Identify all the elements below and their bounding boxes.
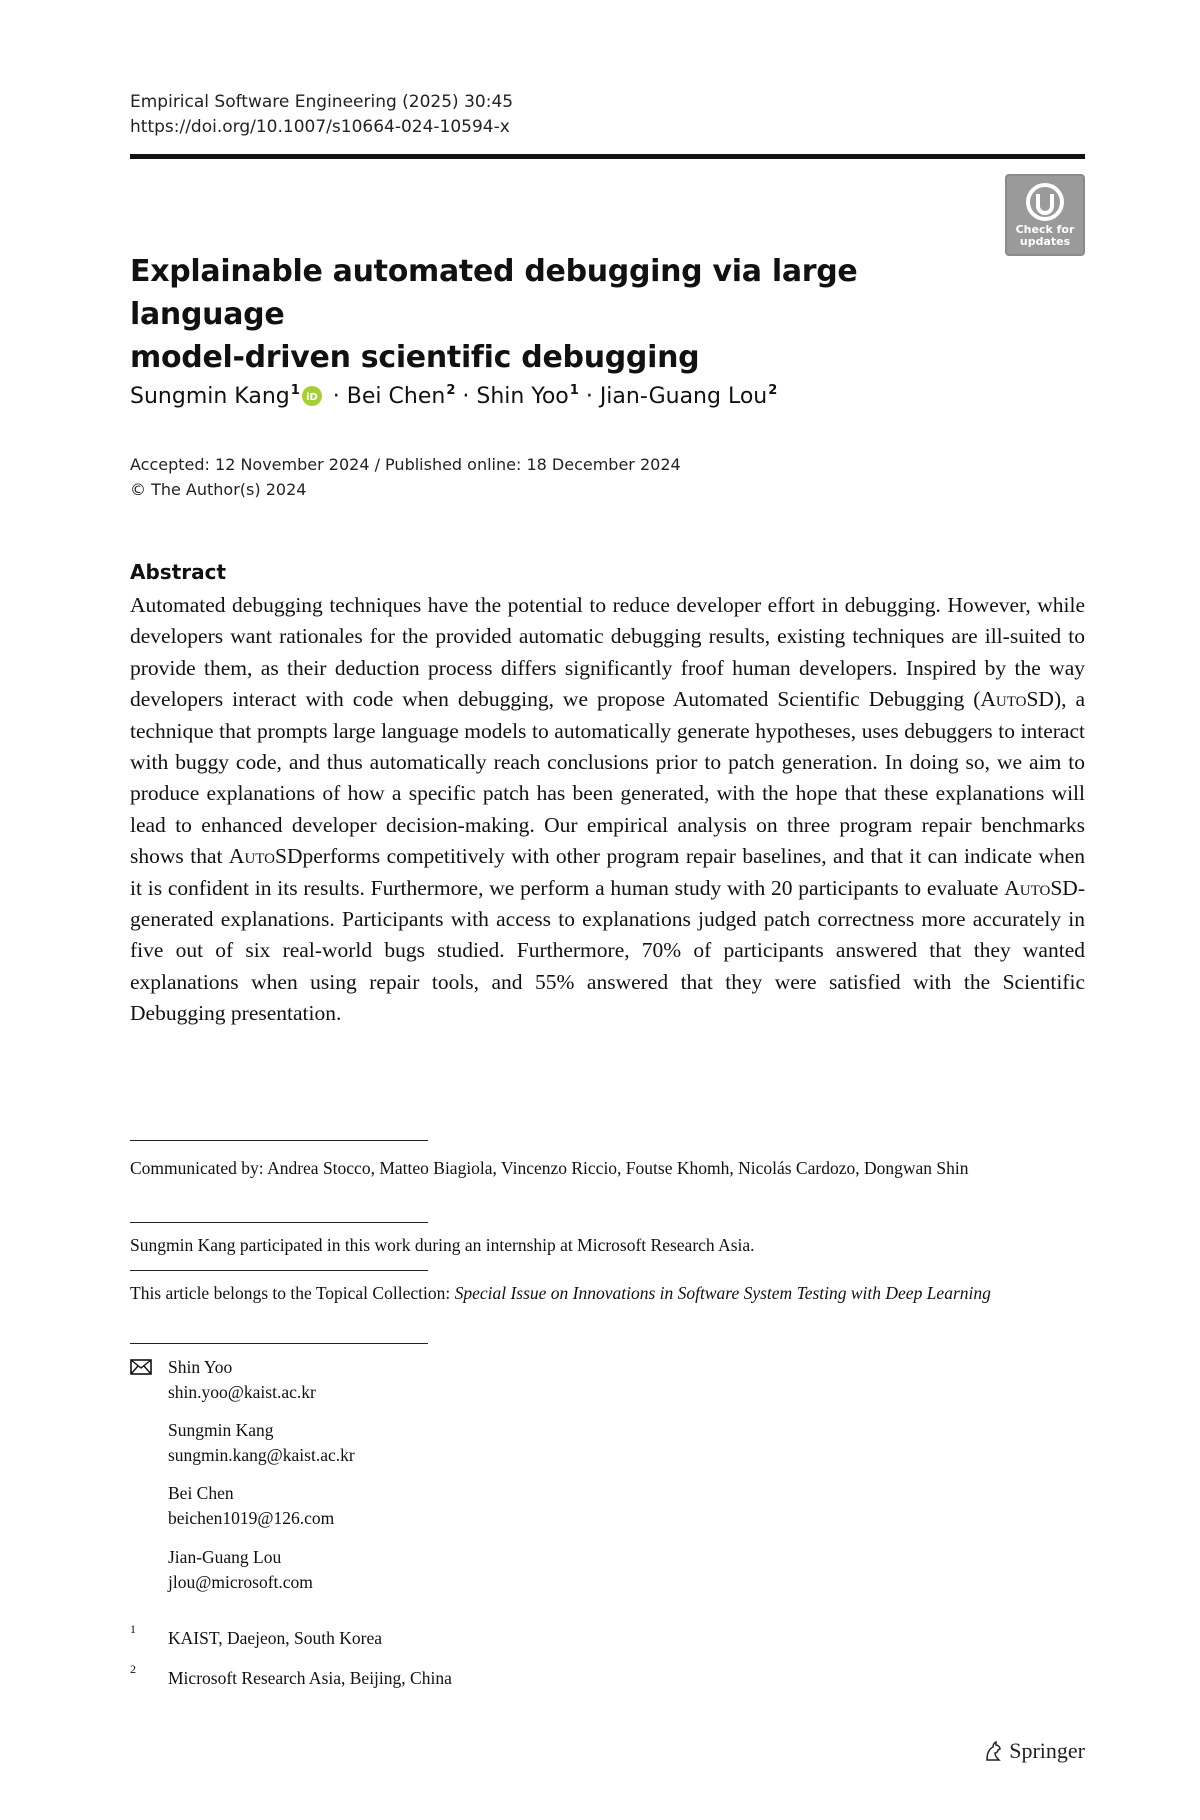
author-affiliation-mark: 2	[446, 383, 456, 398]
contact-name: Bei Chen	[168, 1483, 234, 1503]
communicated-by-note: Communicated by: Andrea Stocco, Matteo Biagiola, Vincenzo Riccio, Foutse Khomh, Nicolás Cardozo, Dongwan Shin	[130, 1158, 969, 1178]
contact-email[interactable]: shin.yoo@kaist.ac.kr	[168, 1382, 316, 1402]
publication-dates	[130, 452, 681, 502]
journal-citation: Empirical Software Engineering (2025) 30:45	[130, 92, 514, 112]
affiliation-text: Microsoft Research Asia, Beijing, China	[168, 1668, 452, 1688]
affiliation-text: KAIST, Daejeon, South Korea	[168, 1628, 382, 1648]
cfu-label-1: Check for	[1015, 223, 1075, 236]
header-rule	[130, 154, 1085, 159]
paper-page	[130, 0, 1085, 1820]
springer-horse-icon	[981, 1739, 1005, 1763]
contact-email[interactable]: jlou@microsoft.com	[168, 1572, 313, 1592]
abstract-heading: Abstract	[130, 560, 227, 584]
topical-collection-note	[130, 1280, 1085, 1306]
abstract-body	[130, 590, 1085, 1030]
contact-email[interactable]: sungmin.kang@kaist.ac.kr	[168, 1445, 355, 1465]
affiliation-number: 1	[130, 1622, 136, 1636]
title-line-1: Explainable automated debugging via large language	[130, 254, 858, 332]
copyright-line: © The Author(s) 2024	[130, 480, 307, 499]
check-for-updates-badge[interactable]	[1005, 174, 1085, 256]
contact-name: Sungmin Kang	[168, 1420, 274, 1440]
author-name[interactable]: Sungmin Kang	[130, 384, 290, 409]
author-name[interactable]: Bei Chen	[346, 384, 446, 409]
internship-note: Sungmin Kang participated in this work during an internship at Microsoft Research Asia.	[130, 1235, 755, 1255]
footnote-rule	[130, 1270, 428, 1271]
author-separator: ·	[585, 384, 593, 409]
collection-prefix: This article belongs to the Topical Collection:	[130, 1283, 455, 1303]
contact-entry	[168, 1355, 316, 1405]
paper-title	[130, 250, 990, 379]
collection-name: Special Issue on Innovations in Software System Testing with Deep Learning	[454, 1283, 991, 1303]
cfu-label-2: updates	[1019, 235, 1071, 248]
footnote-rule	[130, 1343, 428, 1344]
journal-header	[130, 90, 513, 140]
author-affiliation-mark: 2	[768, 383, 778, 398]
autosd-term: AutoSD	[980, 687, 1054, 712]
contact-name: Jian-Guang Lou	[168, 1547, 282, 1567]
abstract-text: ), a technique that prompts large language models to automatically generate hypotheses, uses debuggers to interact with buggy code, and thus automatically reach conclusions prior to patch generation. In doing so, we aim to produce explanations of how a specific patch has been generated, with the hope that these explanations will lead to enhanced developer decision-making. Our empirical analysis on three program repair benchmarks shows that	[130, 687, 1086, 869]
contact-entry	[168, 1481, 334, 1531]
abstract-text: -generated explanations. Participants with access to explanations judged patch correctness more accurately in five out of six real-world bugs studied. Furthermore, 70% of participants answered that they wanted explanations when using repair tools, and 55% answered that they were satisfied with the Scientific Debugging presentation.	[130, 875, 1085, 1026]
envelope-icon	[130, 1359, 152, 1375]
springer-logo	[981, 1738, 1085, 1764]
svg-text:iD: iD	[305, 392, 318, 403]
abstract-text: Automated debugging techniques have the potential to reduce developer effort in debugging. However, while developers want rationales for the provided automatic debugging results, existing techniques are ill-suited to provide them, as their deduction process differs significantly froof human developers. Inspired by the way developers interact with code when debugging, we propose Automated Scientific Debugging (	[130, 593, 1085, 712]
check-for-updates-icon	[1025, 182, 1065, 222]
orcid-icon[interactable]	[302, 386, 322, 406]
publisher-name: Springer	[1009, 1738, 1085, 1763]
contact-name: Shin Yoo	[168, 1357, 233, 1377]
autosd-term: AutoSD	[228, 844, 303, 869]
contact-email[interactable]: beichen1019@126.com	[168, 1508, 335, 1528]
autosd-term: AutoSD	[1004, 875, 1078, 900]
author-separator: ·	[332, 384, 340, 409]
footnote-rule	[130, 1140, 428, 1141]
author-name[interactable]: Shin Yoo	[476, 384, 569, 409]
contact-entry	[168, 1418, 355, 1468]
abstract-text: performs competitively with other program repair baselines, and that it can indicate when it is confident in its results. Furthermore, we perform a human study with 20 participants to evaluate	[130, 844, 1086, 900]
title-line-2: model-driven scientific debugging	[130, 340, 700, 375]
author-separator: ·	[462, 384, 470, 409]
accepted-published-line: Accepted: 12 November 2024 / Published online: 18 December 2024	[130, 455, 681, 474]
doi-link[interactable]: https://doi.org/10.1007/s10664-024-10594-x	[130, 117, 510, 137]
contact-list	[130, 1355, 730, 1605]
author-name[interactable]: Jian-Guang Lou	[599, 384, 768, 409]
author-affiliation-mark: 1	[569, 383, 579, 398]
affiliation-number: 2	[130, 1662, 136, 1676]
contact-entry	[168, 1545, 313, 1595]
author-list	[130, 376, 777, 412]
author-affiliation-mark: 1	[290, 383, 300, 398]
footnote-rule	[130, 1222, 428, 1223]
